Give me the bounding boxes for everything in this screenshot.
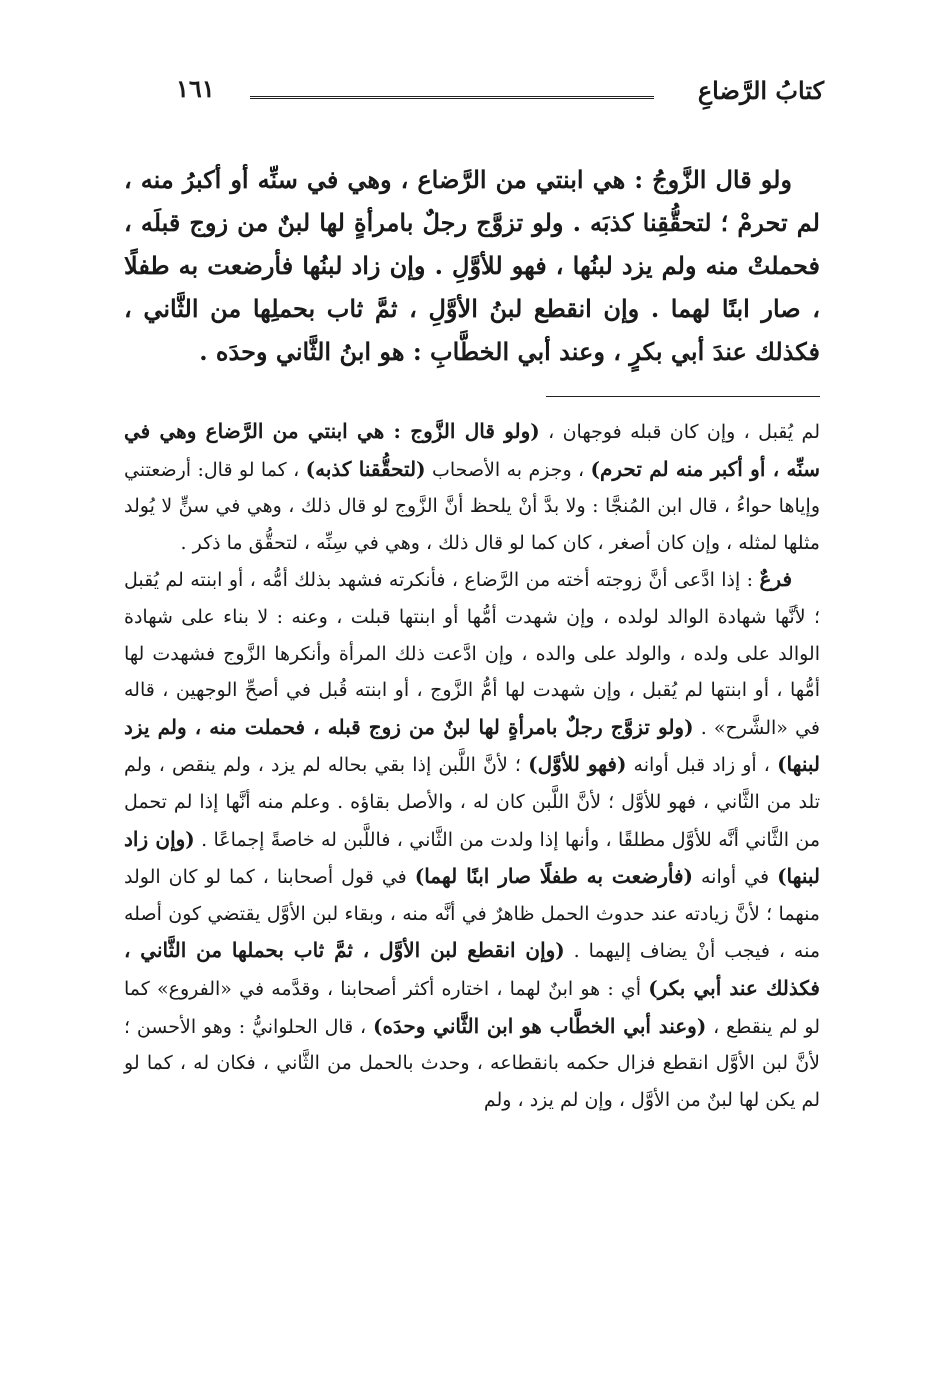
commentary-text-run: : إذا ادَّعى أنَّ زوجته أخته من الرَّضاع ، فأنكرته فشهد بذلك أمُّه ، أو ابنته لم يُقبل ؛ لأنَّها شهادة الوالد لولده ، وإن شهدت أمُّها أو ابنتها قبلت ، وعنه : لا بناء على شهادة الوالد على ولده ، والولد على والده ، وإن ادَّعت ذلك المرأة وأنكرها الزَّوج فشهدت لها أمُّها ، أو ابنتها لم يُقبل ، وإن شهدت لها أمُّ الزَّوج ، أو ابنته قُبل في أصحِّ الوجهين ، قاله في «الشَّرح» . bbox=[124, 569, 821, 739]
quoted-matn: (لتحقُّقنا كذبه) bbox=[305, 456, 426, 481]
quoted-matn: (وإن انقطع لبن الأوَّل ، ثمَّ ثاب بحملها من الثَّاني ، فكذلك عند أبي بكر) bbox=[124, 938, 820, 1000]
commentary-text-run: ، قال الحلوانيُّ : وهو الأحسن ؛ لأنَّ لبن الأوَّل انقطع فزال حكمه بانقطاعه ، وحدث بالحمل من الثَّاني ، فكان له ، كما لو لم يكن لها لبنٌ من الأوَّل ، وإن لم يزد ، ولم bbox=[124, 1015, 820, 1111]
commentary-text-run: ، كما لو قال: أرضعتني وإياها حواءُ ، قال ابن المُنجَّا : ولا بدَّ أنْ يلحظ أنَّ الزَّوج لو قال ذلك ، وهي في سنٍّ لا يُولد مثلها لمثله ، وإن كان أصغر ، كان كما لو قال ذلك ، وهي في سِنِّه ، لتحقُّق ما ذكر . bbox=[124, 458, 820, 554]
commentary-text-run: ، أو زاد قبل أوانه bbox=[626, 754, 778, 777]
quoted-matn: (فهو للأوَّل) bbox=[528, 752, 627, 777]
running-header bbox=[170, 72, 824, 112]
main-text-paragraph: ولو قال الزَّوجُ : هي ابنتي من الرَّضاع ، وهي في سنِّه أو أكبرُ منه ، لم تحرمْ ؛ لتحقُّقِنا كذبَه . ولو تزوَّج رجلٌ بامرأةٍ لها لبنٌ من زوج قبلَه ، فحملتْ منه ولم يزد لبنُها ، فهو للأوَّلِ . وإن زاد لبنُها فأرضعت به طفلًا ، صار ابنًا لهما . وإن انقطع لبنُ الأوَّلِ ، ثمَّ ثاب بحملِها من الثَّاني ، فكذلك عندَ أبي بكرٍ ، وعند أبي الخطَّابِ : هو ابنُ الثَّاني وحدَه . bbox=[124, 165, 820, 366]
header-rule bbox=[250, 96, 654, 99]
quoted-matn: (وإن زاد لبنها) bbox=[124, 826, 821, 889]
quoted-matn: (فأرضعت به طفلًا صار ابنًا لهما) bbox=[414, 864, 693, 889]
commentary-text-run: لم يُقبل ، وإن كان قبله فوجهان ، bbox=[539, 421, 820, 443]
commentary-text-run: ؛ لأنَّ اللَّبن إذا بقي بحاله لم يزد ، ولم ينقص ، ولم تلد من الثَّاني ، فهو للأوَّل ؛ لأنَّ اللَّبن كان له ، والأصل بقاؤه . وعلم منه أنَّها إذا لم تحمل من الثَّاني أنَّه للأوَّل مطلقًا ، وأنها إذا ولدت من الثَّاني ، فاللَّبن له خاصةً إجماعًا . bbox=[124, 754, 820, 851]
main-text bbox=[124, 158, 820, 373]
quoted-matn: (ولو قال الزَّوج : هي ابنتي من الرَّضاع وهي في سنِّه ، أو أكبر منه لم تحرم) bbox=[124, 419, 820, 481]
commentary-text-run: في قول أصحابنا ، كما لو كان الولد منهما ؛ لأنَّ زيادته عند حدوث الحمل ظاهرٌ في أنَّه منه ، وبقاء لبن الأوَّل يقتضي كون أصله منه ، فيجب أنْ يضاف إليهما . bbox=[124, 866, 820, 963]
commentary-text-run: ، وجزم به الأصحاب bbox=[425, 458, 591, 481]
commentary-separator bbox=[546, 396, 820, 397]
quoted-matn: (وعند أبي الخطَّاب هو ابن الثَّاني وحدَه) bbox=[372, 1013, 707, 1038]
section-marker: فرعٌ bbox=[759, 567, 792, 592]
quoted-matn: (ولو تزوَّج رجلٌ بامرأةٍ لها لبنٌ من زوج قبله ، فحملت منه ، ولم يزد لبنها) bbox=[124, 714, 821, 777]
commentary-text-run: في أوانه bbox=[692, 866, 778, 889]
page-number: ١٦١ bbox=[176, 74, 215, 103]
book-title: كتابُ الرَّضاعِ bbox=[697, 76, 824, 105]
commentary-text bbox=[124, 413, 820, 1118]
commentary-paragraph-2 bbox=[124, 561, 820, 1118]
commentary-text-run: أي : هو ابنٌ لهما ، اختاره أكثر أصحابنا ، وقدَّمه في «الفروع» كما لو لم ينقطع ، bbox=[124, 977, 820, 1038]
commentary-paragraph-1 bbox=[124, 413, 820, 561]
